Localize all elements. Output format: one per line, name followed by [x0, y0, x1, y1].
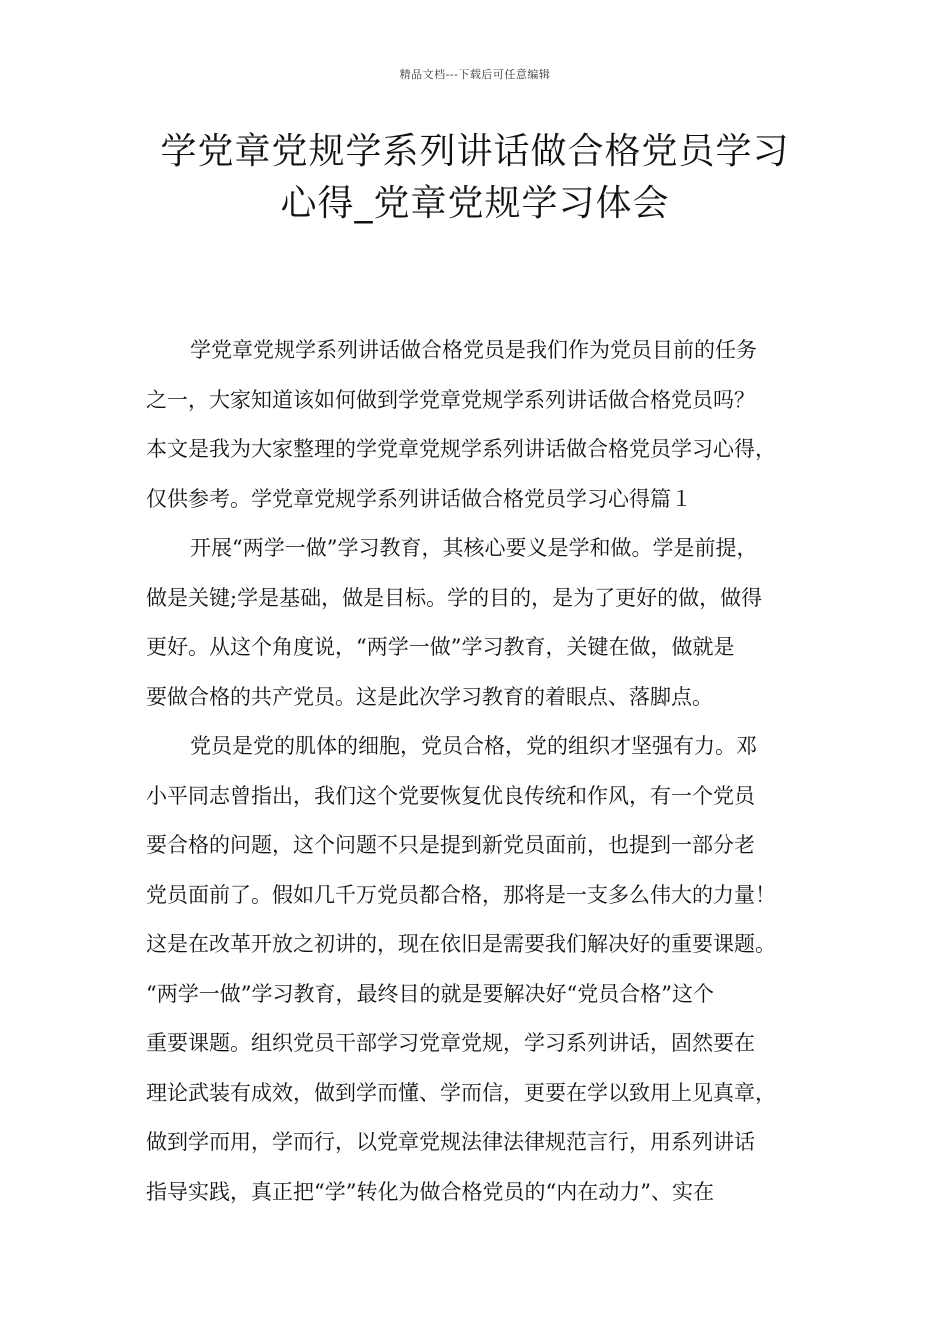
body-line: 党员面前了。假如几千万党员都合格，那将是一支多么伟大的力量！: [146, 882, 776, 907]
body-line: 指导实践，真正把“学”转化为做合格党员的“内在动力”、实在: [146, 1179, 714, 1204]
body-line: 理论武装有成效，做到学而懂、学而信，更要在学以致用上见真章，: [146, 1080, 776, 1105]
body-line: 之一，大家知道该如何做到学党章党规学系列讲话做合格党员吗？: [146, 387, 755, 412]
body-line: 重要课题。组织党员干部学习党章党规，学习系列讲话，固然要在: [146, 1031, 755, 1055]
body-line: “两学一做”学习教育，最终目的就是要解决好“党员合格”这个: [146, 981, 714, 1006]
body-line: 更好。从这个角度说，“两学一做”学习教育，关键在做，做就是: [146, 635, 735, 659]
document-body: [146, 326, 826, 1217]
body-line: 小平同志曾指出，我们这个党要恢复优良传统和作风，有一个党员: [146, 783, 755, 808]
body-line: 党员是党的肌体的细胞，党员合格，党的组织才坚强有力。邓: [190, 734, 757, 758]
body-line: 学党章党规学系列讲话做合格党员是我们作为党员目前的任务: [190, 338, 757, 362]
body-line: 要做合格的共产党员。这是此次学习教育的着眼点、落脚点。: [146, 684, 713, 709]
body-line: 做是关键;学是基础，做是目标。学的目的，是为了更好的做，做得: [146, 585, 763, 610]
body-line: 仅供参考。学党章党规学系列讲话做合格党员学习心得篇１: [146, 486, 692, 511]
body-line: 做到学而用，学而行，以党章党规法律法律规范言行，用系列讲话: [146, 1130, 755, 1154]
page-title: [130, 126, 820, 230]
title-line-2: 心得_党章党规学习体会: [280, 183, 670, 224]
title-line-1: 学党章党规学系列讲话做合格党员学习: [160, 131, 790, 172]
body-line: 本文是我为大家整理的学党章党规学系列讲话做合格党员学习心得，: [146, 437, 776, 461]
body-line: 这是在改革开放之初讲的，现在依旧是需要我们解决好的重要课题。: [146, 932, 776, 956]
header-note: 精品文档---下载后可任意编辑: [399, 68, 551, 81]
body-line: 开展“两学一做”学习教育，其核心要义是学和做。学是前提，: [190, 536, 758, 560]
body-line: 要合格的问题，这个问题不只是提到新党员面前，也提到一部分老: [146, 833, 755, 857]
